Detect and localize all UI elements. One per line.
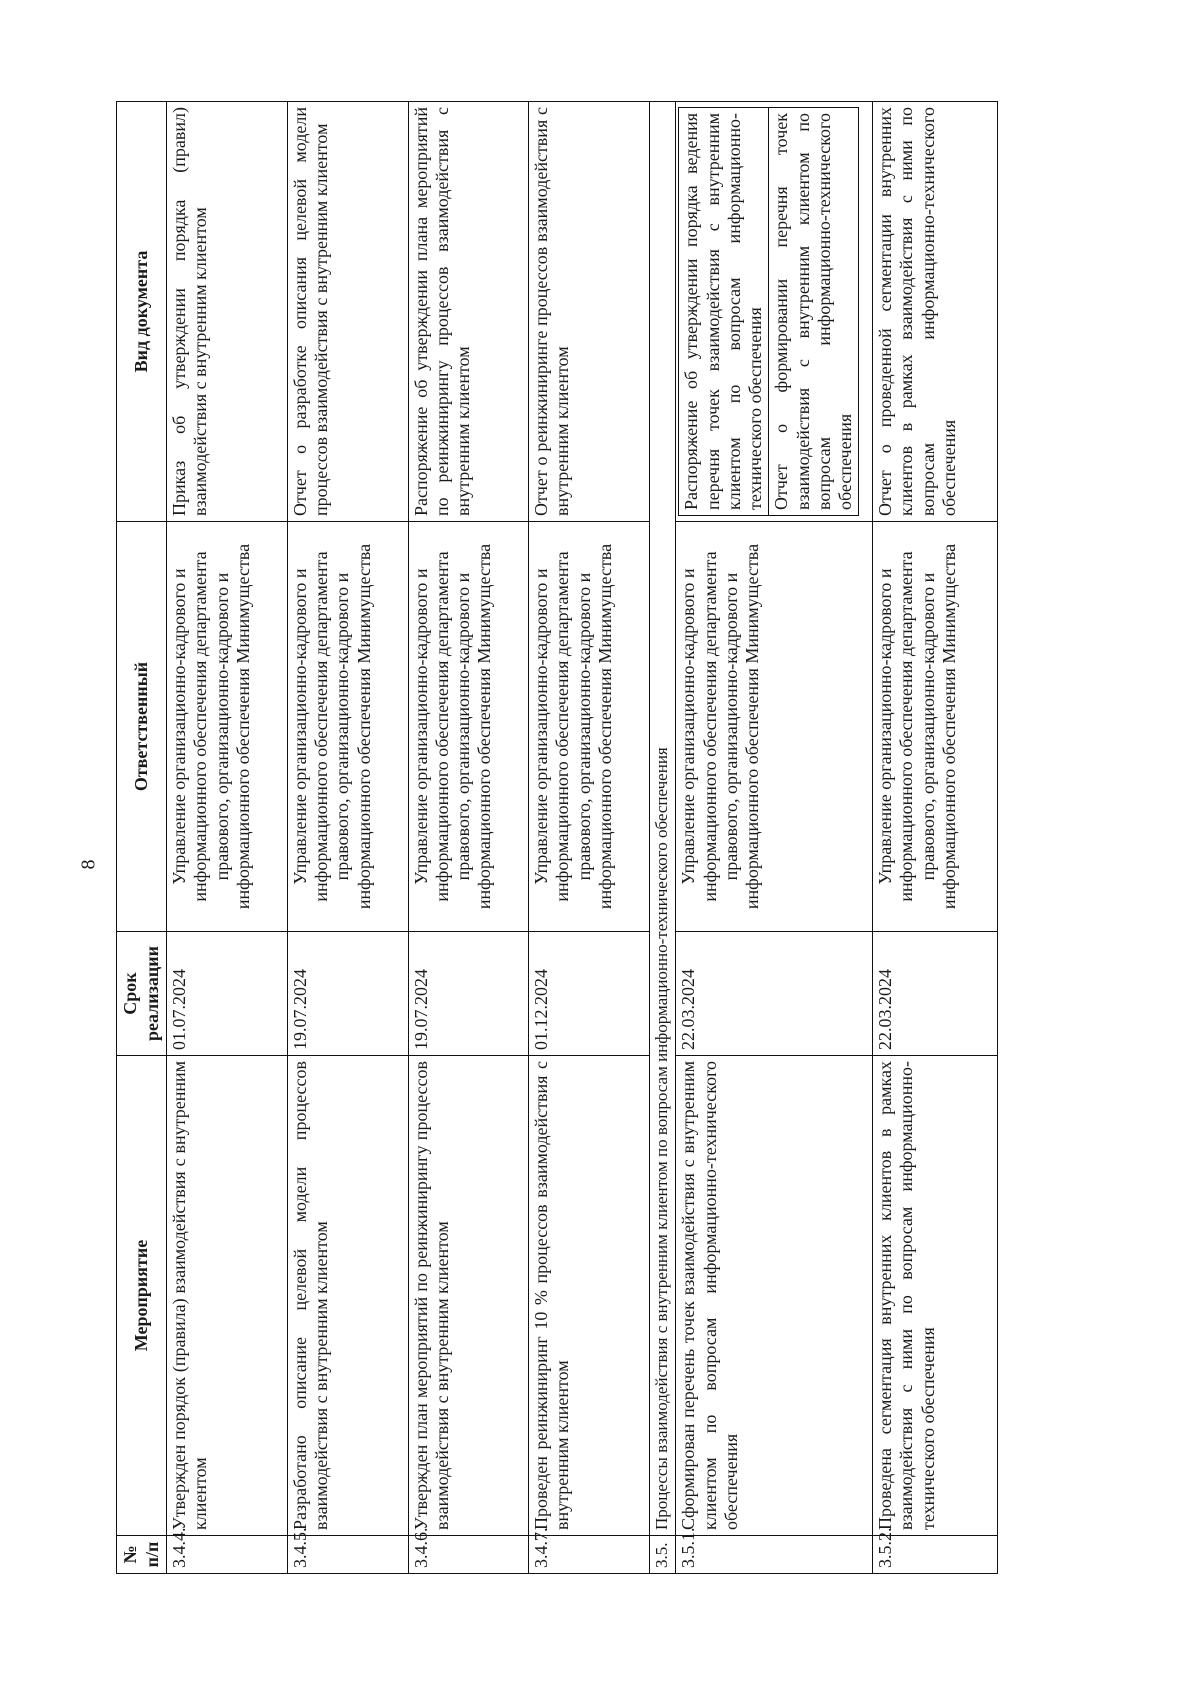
row-deadline: 01.07.2024 xyxy=(167,932,288,1056)
row-responsible: Управление организационно-кадрового и информационного обеспечения департамента правового, организационно-кадрового и информационного обеспечения Минимущества xyxy=(408,522,529,932)
row-deadline: 19.07.2024 xyxy=(287,932,408,1056)
table-row xyxy=(167,102,288,1574)
plan-table-rotated xyxy=(116,102,998,1574)
row-doc-secondary: Отчет о формировании перечня точек взаимодействия с внутренним клиентом по вопросам информационно-технического обеспечения xyxy=(769,108,859,516)
row-responsible: Управление организационно-кадрового и информационного обеспечения департамента правового, организационно-кадрового и информационного обеспечения Минимущества xyxy=(287,522,408,932)
header-deadline: Срок реализации xyxy=(117,932,167,1056)
row-num: 3.4.6. xyxy=(408,1536,529,1574)
header-num: № п/п xyxy=(117,1536,167,1574)
table-row xyxy=(287,102,408,1574)
section-num: 3.5. xyxy=(649,1536,676,1574)
row-num: 3.5.2. xyxy=(873,1536,998,1574)
row-responsible: Управление организационно-кадрового и информационного обеспечения департамента правового, организационно-кадрового и информационного обеспечения Минимущества xyxy=(529,522,650,932)
header-row xyxy=(117,102,167,1574)
row-doc: Отчет о разработке описания целевой модели процессов взаимодействия с внутренним клиентом xyxy=(287,102,408,522)
doc-subtable xyxy=(678,107,859,516)
table-row xyxy=(873,102,998,1574)
row-doc: Отчет о проведенной сегментации внутренних клиентов в рамках взаимодействия с ними по вопросам информационно-технического обеспечения xyxy=(873,102,998,522)
row-doc: Отчет о реинжиниринге процессов взаимодействия с внутренним клиентом xyxy=(529,102,650,522)
row-event: Сформирован перечень точек взаимодействия с внутренним клиентом по вопросам информационно-технического обеспечения xyxy=(676,1056,873,1536)
row-event: Проведен реинжиниринг 10 % процессов взаимодействия с внутренним клиентом xyxy=(529,1056,650,1536)
row-deadline: 19.07.2024 xyxy=(408,932,529,1056)
table-row xyxy=(676,102,873,1574)
table-row xyxy=(408,102,529,1574)
header-event: Мероприятие xyxy=(117,1056,167,1536)
header-responsible: Ответственный xyxy=(117,522,167,932)
section-row xyxy=(649,102,676,1574)
row-doc: Распоряжение об утверждении плана мероприятий по реинжинирингу процессов взаимодействия с внутренним клиентом xyxy=(408,102,529,522)
table-row xyxy=(529,102,650,1574)
section-title: Процессы взаимодействия с внутренним клиентом по вопросам информационно-технического обеспечения xyxy=(649,102,676,1536)
row-num: 3.4.7. xyxy=(529,1536,650,1574)
row-doc-group xyxy=(676,102,873,522)
plan-table xyxy=(116,101,998,1574)
row-doc: Приказ об утверждении порядка (правил) взаимодействия с внутренним клиентом xyxy=(167,102,288,522)
row-responsible: Управление организационно-кадрового и информационного обеспечения департамента правового, организационно-кадрового и информационного обеспечения Минимущества xyxy=(873,522,998,932)
row-deadline: 22.03.2024 xyxy=(873,932,998,1056)
row-responsible: Управление организационно-кадрового и информационного обеспечения департамента правового, организационно-кадрового и информационного обеспечения Минимущества xyxy=(676,522,873,932)
row-responsible: Управление организационно-кадрового и информационного обеспечения департамента правового, организационно-кадрового и информационного обеспечения Минимущества xyxy=(167,522,288,932)
row-deadline: 22.03.2024 xyxy=(676,932,873,1056)
row-doc: Распоряжение об утверждении порядка ведения перечня точек взаимодействия с внутренним клиентом по вопросам информационно-технического обеспечения xyxy=(679,108,769,516)
row-num: 3.5.1. xyxy=(676,1536,873,1574)
row-event: Утвержден порядок (правила) взаимодействия с внутренним клиентом xyxy=(167,1056,288,1536)
row-event: Проведена сегментация внутренних клиентов в рамках взаимодействия с ними по вопросам информационно-технического обеспечения xyxy=(873,1056,998,1536)
header-doc-type: Вид документа xyxy=(117,102,167,522)
page-number: 8 xyxy=(77,859,100,870)
row-event: Разработано описание целевой модели процессов взаимодействия с внутренним клиентом xyxy=(287,1056,408,1536)
row-num: 3.4.5. xyxy=(287,1536,408,1574)
row-num: 3.4.4. xyxy=(167,1536,288,1574)
row-event: Утвержден план мероприятий по реинжинирингу процессов взаимодействия с внутренним клиентом xyxy=(408,1056,529,1536)
row-deadline: 01.12.2024 xyxy=(529,932,650,1056)
